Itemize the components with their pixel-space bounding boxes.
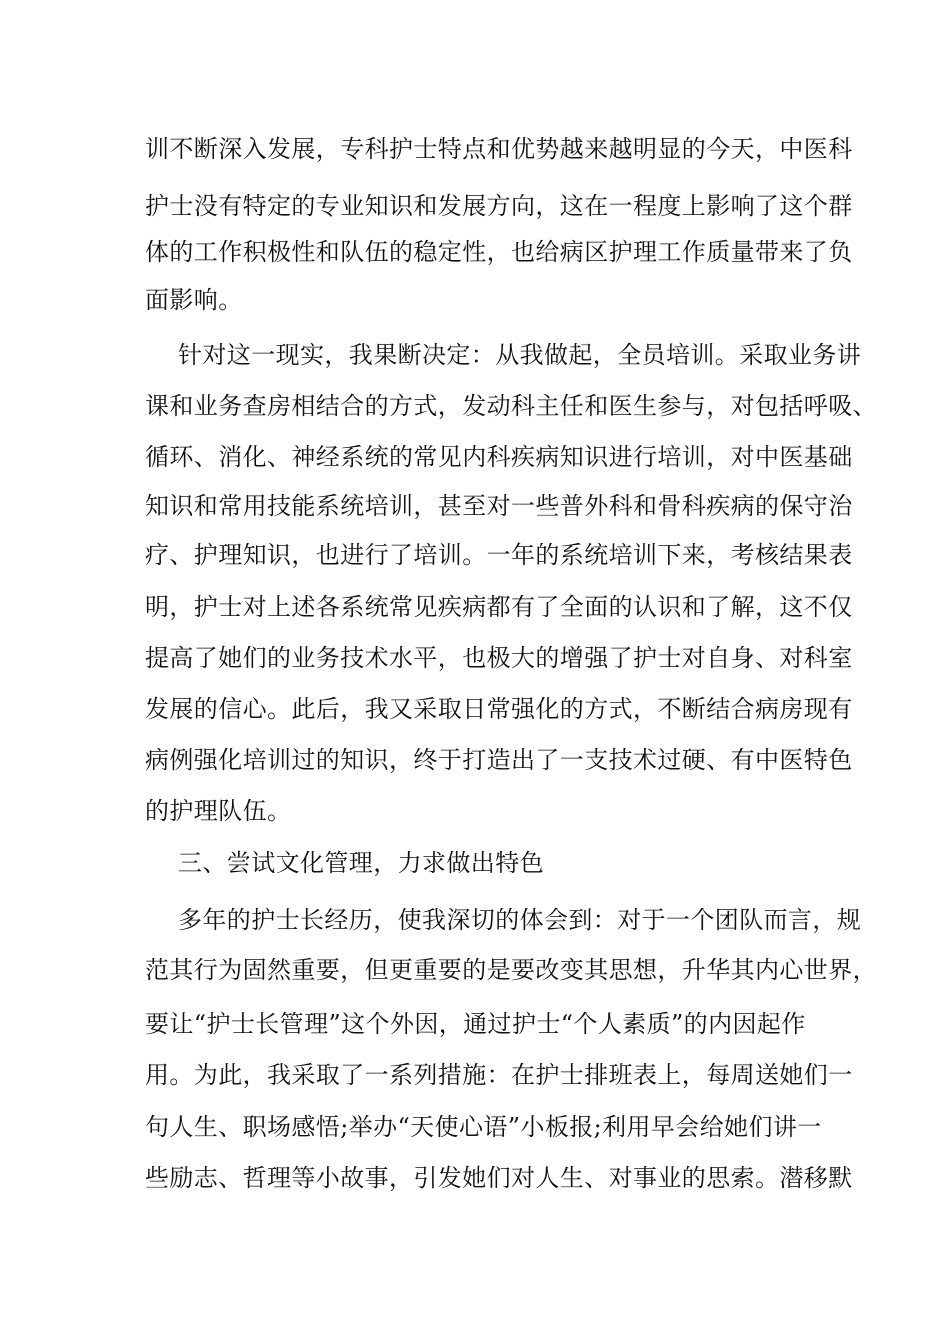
section-heading-3: 三、尝试文化管理，力求做出特色 <box>178 849 544 877</box>
paragraph-2-line-2: 课和业务查房相结合的方式，发动科主任和医生参与，对包括呼吸、 <box>145 392 877 420</box>
paragraph-3-line-4: 用。为此，我采取了一系列措施：在护士排班表上，每周送她们一 <box>145 1061 853 1089</box>
paragraph-2-line-8: 发展的信心。此后，我又采取日常强化的方式，不断结合病房现有 <box>145 695 853 723</box>
paragraph-3-line-6: 些励志、哲理等小故事，引发她们对人生、对事业的思索。潜移默 <box>145 1164 853 1192</box>
paragraph-3-line-2: 范其行为固然重要，但更重要的是要改变其思想，升华其内心世界， <box>145 956 877 984</box>
paragraph-1-line-1: 训不断深入发展，专科护士特点和优势越来越明显的今天，中医科 <box>145 135 853 163</box>
paragraph-2-line-4: 知识和常用技能系统培训，甚至对一些普外科和骨科疾病的保守治 <box>145 492 853 520</box>
paragraph-2-line-5: 疗、护理知识，也进行了培训。一年的系统培训下来，考核结果表 <box>145 541 853 569</box>
paragraph-1-line-2: 护士没有特定的专业知识和发展方向，这在一程度上影响了这个群 <box>145 192 853 220</box>
paragraph-2-line-1: 针对这一现实，我果断决定：从我做起，全员培训。采取业务讲 <box>178 341 862 369</box>
paragraph-2-line-6: 明，护士对上述各系统常见疾病都有了全面的认识和了解，这不仅 <box>145 593 853 621</box>
paragraph-2-line-7: 提高了她们的业务技术水平，也极大的增强了护士对自身、对科室 <box>145 644 853 672</box>
paragraph-2-line-9: 病例强化培训过的知识，终于打造出了一支技术过硬、有中医特色 <box>145 746 853 774</box>
paragraph-1-line-3: 体的工作积极性和队伍的稳定性，也给病区护理工作质量带来了负 <box>145 238 853 266</box>
paragraph-3-line-3: 要让“护士长管理”这个外因，通过护士“个人素质”的内因起作 <box>145 1010 806 1038</box>
paragraph-3-line-5: 句人生、职场感悟;举办“天使心语”小板报;利用早会给她们讲一 <box>145 1113 822 1141</box>
paragraph-2-line-10: 的护理队伍。 <box>145 797 292 825</box>
paragraph-1-line-4: 面影响。 <box>145 286 243 314</box>
paragraph-2-line-3: 循环、消化、神经系统的常见内科疾病知识进行培训，对中医基础 <box>145 443 853 471</box>
paragraph-3-line-1: 多年的护士长经历，使我深切的体会到：对于一个团队而言，规 <box>178 906 862 934</box>
